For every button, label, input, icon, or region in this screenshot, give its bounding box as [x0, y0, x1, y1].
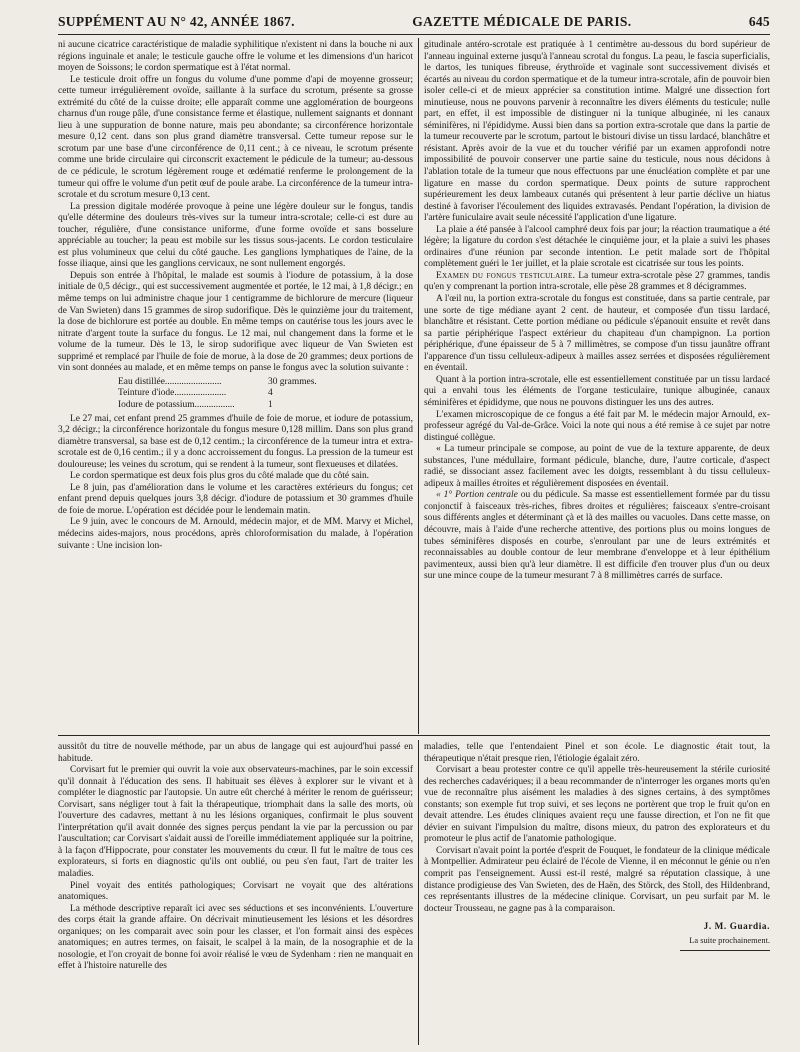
paragraph: La plaie a été pansée à l'alcool camphré deux fois par jour; la réaction traumatique a été légère; la ligature du cordon s'est détachée le cinquième jour, et la plaie a suivi les phases ordinaires d'une réunion par seconde intention. Le petit malade sort de l'hôpital complètement guéri le 1er juillet, et la plaie scrotale est cicatrisée sur tous les points. [424, 224, 770, 270]
formula-ingredient: Eau distillée........................ [118, 376, 222, 387]
header-journal-title: GAZETTE MÉDICALE DE PARIS. [412, 14, 632, 29]
paragraph: Corvisart n'avait point la portée d'esprit de Fouquet, le fondateur de la clinique médicale à Montpellier. Admirateur peu éclairé de l'école de Vienne, il en méconnut le génie ou n'en comprit pas l'enseignement. Aussi est-il resté, malgré sa réputation classique, à une distance prodigieuse des Van Swieten, des de Haën, des Störck, des Stoll, des Hildenbrand, ces représentants illustres de la médecine clinique. Corvisart, un peu surfait par M. le docteur Trousseau, ne gagne pas à la comparaison. [424, 845, 770, 914]
paragraph-text: ou du pédicule. Sa masse est essentiellement formée par du tissu conjonctif à faisceaux très-riches, fibres droites et régulières; faisceaux s'entre-croisant sous différents angles et déterminant çà et là des mailles ou vacuoles. Dans cette masse, on découvre, mais à l'aide d'une recherche attentive, des portions plus ou moins longues de tubes séminifères disposés en courbe, s'enroulant par une de leurs extrémités et reconnaissables au double contour de leur membrane d'enveloppe et à leur épithélium pavimenteux, aussi bien qu'à leur diamètre. Il est difficile d'en trouver plus d'un ou deux sur une mince coupe de la tumeur mesurant 7 à 8 millimètres carrés de surface. [424, 490, 770, 582]
paragraph: Pinel voyait des entités pathologiques; Corvisart ne voyait que des altérations anatomiques. [58, 880, 413, 903]
paragraph: maladies, telle que l'entendaient Pinel et son école. Le diagnostic était tout, la thérapeutique n'était presque rien, l'étiologie égalait zéro. [424, 742, 770, 764]
prescription-formula [118, 377, 413, 412]
column-lower-right [424, 742, 770, 1052]
formula-row [118, 388, 338, 400]
formula-quantity: 4 [268, 388, 273, 399]
paragraph: Le cordon spermatique est deux fois plus gros du côté malade que du côté sain. [70, 471, 370, 482]
paragraph: Corvisart fut le premier qui ouvrit la voie aux observateurs-machines, par le soin excessif qu'il donnait à l'éducation des sens. Il habituait ses élèves à explorer sur le vivant et à compléter le diagnostic par l'autopsie. Un autre eût cherché à mériter le renom de guérisseur; Corvisart, sans négliger tout à fait la thérapeutique, triomphait dans la salle des morts, où l'ouverture des cadavres, mettant à nu les lésions organiques, confirmait le plus souvent l'interprétation qu'il avait donnée des signes perçus pendant la vie par la percussion ou par l'auscultation; car Corvisart s'aidait aussi de l'oreille immédiatement appliquée sur la poitrine, à la façon d'Hippocrate, pour constater les mouvements du cœur. Il fut le maître de tous ces explorateurs, si forts en diagnostic qu'ils ont oublié, ou peu s'en faut, l'art de traiter les maladies. [58, 765, 413, 880]
paragraph [424, 271, 770, 294]
paragraph: ni aucune cicatrice caractéristique de maladie syphilitique n'existent ni dans la bouche ni aux régions inguinale et anale; le testicule gauche offre le volume et les dimensions d'un haricot moyen de Soissons; le cordon spermatique est à l'état normal. [58, 40, 413, 74]
column-upper-left [58, 40, 413, 730]
paragraph: « La tumeur principale se compose, au point de vue de la texture apparente, de deux substances, l'une médullaire, formant pédicule, blanche, dure, l'autre corticale, d'aspect radié, se dissociant assez facilement avec les doigts, ressemblant à du tissu celluleux-adipeux à mailles étroites et régulièrement disposées en éventail. [424, 444, 770, 489]
paragraph: Le 8 juin, pas d'amélioration dans le volume et les caractères extérieurs du fongus; cet enfant prend depuis quelques jours 3,8 décigr. d'iodure de potassium et 30 grammes d'huile de foie de morue. L'opération est décidée pour le lendemain matin. [58, 482, 413, 516]
paragraph-text: La tumeur extra-scrotale pèse 27 grammes, tandis qu'en y comprenant la portion intra-scrotale, elle pèse 28 grammes et 8 décigrammes. [424, 270, 770, 293]
paragraph: Depuis son entrée à l'hôpital, le malade est soumis à l'iodure de potassium, à la dose initiale de 0,5 décigr., qui est successivement augmentée et portée, le 12 mai, à 1,8 décigr.; en même temps on lui administre chaque jour 1 centigramme de bichlorure de mercure (liqueur de Van Swieten) dans 15 grammes de sirop sudorifique. Dès le quinzième jour du traitement, la dose de bichlorure est portée au double. En même temps on cautérise tous les jours avec le nitrate d'argent toute la surface du fongus. Le 12 mai, nul changement dans la forme et le volume de la tumeur. Dès le 13, le sirop sudorifique avec liqueur de Van Swieten est supprimé et remplacé par l'huile de foie de morue, à la dose de 20 grammes; deux portions de vin sont données au malade, et en même temps on panse le fongus avec la solution suivante : [58, 270, 413, 374]
paragraph: gitudinale antéro-scrotale est pratiquée à 1 centimètre au-dessous du bord supérieur de l'anneau inguinal externe jusqu'à l'anneau scrotal du fongus. La peau, le fascia superficialis, le dartos, les tuniques fibreuse, érythroïde et vaginale sont successivement divisés et écartés au niveau du cordon spermatique et de la tumeur intra-scrotale, afin de pouvoir bien isoler celle-ci et de mieux apprécier sa constitution intime. Malgré une dissection fort minutieuse, nous ne pouvons parvenir à reconnaître les divers éléments du testicule; nulle part, en effet, il est impossible de distinguer ni la tunique albuginée, ni les canaux séminifères, ni l'épididyme. Aussi bien dans sa portion extra-scrotale que dans la partie de la tumeur recouverte par le scrotum, partout le bistouri divise un tissu lardacé, blanchâtre et résistant. Après avoir de la vue et du toucher vérifié par un examen approfondi notre impossibilité de pouvoir conserver une partie saine du testicule, nous nous décidons à l'ablation totale de la tumeur que nous effectuons par une énucléation complète et par une ligature en masse du cordon spermatique. Deux points de suture rapprochent supérieurement les deux lambeaux cutanés qui présentent à leur partie déclive un hiatus destiné à favoriser l'écoulement des liquides extravasés. Pendant l'opération, la division de l'artère funiculaire avait seule nécessité l'application d'une ligature. [424, 40, 770, 224]
paragraph: Quant à la portion intra-scrotale, elle est essentiellement constituée par un tissu lardacé qui a envahi tous les éléments de l'organe testiculaire, tunique albuginée, canaux séminifères et épididyme, que nous ne pouvons distinguer les uns des autres. [424, 374, 770, 408]
section-label: Examen du fongus testiculaire. [436, 270, 576, 281]
paragraph: Le 27 mai, cet enfant prend 25 grammes d'huile de foie de morue, et iodure de potassium, 3,2 décigr.; la circonférence horizontale du fongus mesure 0,128 millim. Dans son plus grand diamètre transversal, sa base est de 0,12 centim.; la circonférence de la tumeur intra et extra-scrotale est de 0,16 centim.; il y a donc accroissement du fongus. La pression de la tumeur est douloureuse; les veines du scrotum, qui se rendent à la tumeur, sont flexueuses et dilatées. [58, 413, 413, 470]
section-divider [58, 735, 770, 736]
column-divider-upper [418, 38, 419, 734]
paragraph: A l'œil nu, la portion extra-scrotale du fongus est constituée, dans sa partie centrale, par une sorte de tige médiane ayant 2 cent. de hauteur, et composée d'un tissu lardacé, blanchâtre et résistant. Cette portion médiane ou pédicule s'épanouit ensuite et revêt dans sa partie périphérique l'aspect extérieur du chapiteau d'un champignon. La portion périphérique, d'une épaisseur de 5 à 7 millimètres, se compose d'un tissu jaunâtre offrant l'apparence d'un tissu celluleux-adipeux à mailles assez serrées et disposées régulièrement en éventail. [424, 294, 770, 374]
header-supplement: SUPPÉMENT AU N° 42, ANNÉE 1867. [58, 14, 295, 29]
page-number: 645 [748, 14, 770, 29]
paragraph: Corvisart a beau protester contre ce qu'il appelle très-heureusement la stérile curiosité des recherches cadavériques; il a beau recommander de n'interroger les organes morts qu'en vue de reconnaître plus aisément les maladies à des signes certains, à des symptômes constants; son exemple fut trop suivi, et ses leçons ne portèrent que trop le fruit qu'on en devait attendre. Les études cliniques avaient reçu une fausse direction, et l'on ne fit que dévier en suivant l'impulsion du maître, disons mieux, du patron des explorateurs et du promoteur le plus actif de l'anatomie pathologique. [424, 765, 770, 845]
formula-ingredient: Teinture d'iode...................... [118, 388, 227, 399]
formula-row [118, 377, 338, 389]
paragraph: aussitôt du titre de nouvelle méthode, par un abus de langage qui est aujourd'hui passé en habitude. [58, 742, 413, 764]
formula-quantity: 1 [268, 399, 273, 410]
column-divider-lower [418, 740, 419, 1045]
paragraph: La méthode descriptive reparaît ici avec ses séductions et ses inconvénients. L'ouverture des corps était la grande affaire. On décrivait minutieusement les lésions et les désordres organiques; on les comparait avec soin pour les classer, et l'on formait ainsi des espèces anatomiques; en autres termes, on faisait, le scalpel à la main, de la nosographie et de la nosologie, et l'on croyait de bonne foi avoir réalisé le vœu de Sydenham : rien ne manquait en effet à l'histoire naturelle des [58, 903, 413, 972]
section-label: « 1° Portion centrale [436, 490, 518, 501]
header-rule [58, 34, 770, 35]
paragraph: Le 9 juin, avec le concours de M. Arnould, médecin major, et de MM. Marvy et Michel, médecins aides-majors, nous procédons, après chloroformisation du malade, à l'opération suivante : Une incision lon- [58, 517, 413, 551]
formula-quantity: 30 grammes. [268, 376, 317, 387]
footer-rule [680, 950, 770, 951]
formula-ingredient: Iodure de potassium................. [118, 399, 235, 410]
paragraph [424, 490, 770, 582]
column-lower-left [58, 742, 413, 1042]
author-signature: J. M. Guardia. [703, 921, 770, 932]
formula-row [118, 400, 338, 412]
paragraph: La pression digitale modérée provoque à peine une légère douleur sur le fongus, tandis qu'elle détermine des douleurs très-vives sur la tumeur intra-scrotale; celle-ci est dure au toucher, régulière, d'une consistance uniforme, d'une forme ovoïde et sans bosselure appréciable au toucher; la peau est mobile sur les tissus sous-jacents. Le cordon testiculaire est plus volumineux que celui du côté gauche. Les ganglions lymphatiques de l'aine, de la fosse iliaque, ainsi que les ganglions cervicaux, ne sont nullement engorgés. [58, 201, 413, 270]
paragraph: Le testicule droit offre un fongus du volume d'une pomme d'api de moyenne grosseur; cette tumeur irrégulièrement ovoïde, saillante à la surface du scrotum, présente sa grosse extrémité du côté de la cuisse droite; elle apparaît comme une agglomération de bourgeons charnus d'un rouge pâle, d'une consistance ferme et élastique, nullement saignants et donnant lieu à une suppuration de bonne nature, mais peu abondante; sa circonférence horizontale mesure 0,12 cent. dans son plus grand diamètre transversal. Cette tumeur repose sur le scrotum par une base d'une circonférence de 0,11 cent.; à ce niveau, le scrotum présente comme une bride circulaire qui circonscrit exactement le pédicule de la tumeur; au-dessous de ce pédicule, le scrotum légèrement rouge et œdématié renferme le prolongement de la tumeur qui offre le volume d'un petit œuf de poule arabe. La circonférence de la tumeur intra-scrotale et du scrotum mesure 0,13 cent. [58, 74, 413, 201]
continuation-note: La suite prochainement. [689, 935, 770, 945]
column-upper-right [424, 40, 770, 712]
paragraph: L'examen microscopique de ce fongus a été fait par M. le médecin major Arnould, ex-professeur agrégé du Val-de-Grâce. Voici la note qui nous a été remise à ce sujet par notre distingué collègue. [424, 409, 770, 443]
